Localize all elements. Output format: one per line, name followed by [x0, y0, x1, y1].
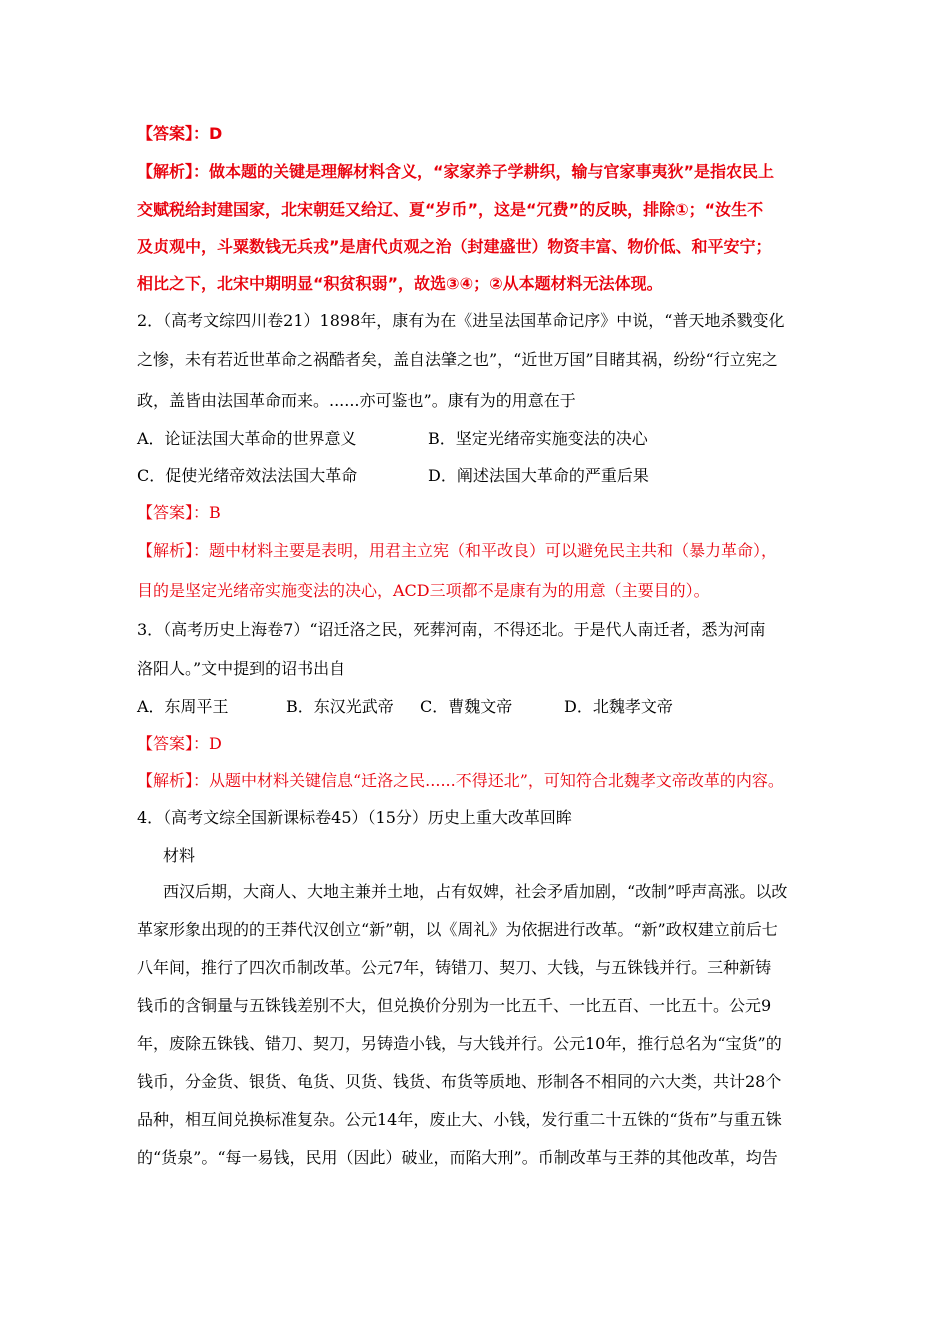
q2-stem-line-3: 政，盖皆由法国革命而来。......亦可鉴也”。康有为的用意在于	[137, 391, 576, 410]
q4-material-line-7: 品种，相互间兑换标准复杂。公元14年，废止大、小钱，发行重二十五铢的“货布”与重五铢	[137, 1110, 782, 1129]
q4-material-line-2: 革家形象出现的的王莽代汉创立“新”朝，以《周礼》为依据进行改革。“新”政权建立前后七	[137, 920, 778, 939]
q3-option-b: B．东汉光武帝	[286, 697, 394, 716]
q1-analysis-line-1: 【解析】：做本题的关键是理解材料含义，“家家养子学耕织，输与官家事夷狄”是指农民上	[137, 162, 775, 181]
q4-stem: 4．（高考文综全国新课标卷45）（15分）历史上重大改革回眸	[137, 808, 572, 827]
q4-material-line-4: 钱币的含铜量与五铢钱差别不大，但兑换价分别为一比五千、一比五百、一比五十。公元9	[137, 996, 772, 1015]
q4-material-line-1: 西汉后期，大商人、大地主兼并土地，占有奴婢，社会矛盾加剧，“改制”呼声高涨。以改	[163, 882, 788, 901]
q3-option-d: D．北魏孝文帝	[564, 697, 673, 716]
q4-material-line-6: 钱币，分金货、银货、龟货、贝货、钱货、布货等质地、形制各不相同的六大类，共计28个	[137, 1072, 782, 1091]
q3-answer: 【答案】：D	[137, 734, 222, 753]
q2-option-b: B．坚定光绪帝实施变法的决心	[428, 429, 648, 448]
q2-analysis-line-1: 【解析】：题中材料主要是表明，用君主立宪（和平改良）可以避免民主共和（暴力革命），	[137, 541, 778, 560]
q1-analysis-line-3: 及贞观中，斗粟数钱无兵戎”是唐代贞观之治（封建盛世）物资丰富、物价低、和平安宁；	[137, 237, 772, 256]
q2-stem-line-2: 之惨，未有若近世革命之祸酷者矣，盖自法肇之也”，“近世万国”目睹其祸，纷纷“行立宪之	[137, 350, 778, 369]
q4-material-line-8: 的“货泉”。“每一易钱，民用（因此）破业，而陷大刑”。币制改革与王莽的其他改革，均告	[137, 1148, 778, 1167]
q3-option-a: A．东周平王	[137, 697, 229, 716]
q4-material-line-3: 八年间，推行了四次币制改革。公元7年，铸错刀、契刀、大钱，与五铢钱并行。三种新铸	[137, 958, 772, 977]
q2-option-a: A．论证法国大革命的世界意义	[137, 429, 357, 448]
q1-answer: 【答案】：D	[137, 124, 223, 143]
q2-option-d: D．阐述法国大革命的严重后果	[428, 466, 649, 485]
q3-stem-line-2: 洛阳人。”文中提到的诏书出自	[137, 659, 346, 678]
q3-stem-line-1: 3．（高考历史上海卷7）“诏迁洛之民，死葬河南，不得还北。于是代人南迁者，悉为河南	[137, 620, 766, 639]
q4-material-line-5: 年，废除五铢钱、错刀、契刀，另铸造小钱，与大钱并行。公元10年，推行总名为“宝货”的	[137, 1034, 782, 1053]
q3-option-c: C．曹魏文帝	[420, 697, 513, 716]
q2-answer: 【答案】：B	[137, 503, 221, 522]
q2-stem-line-1: 2．（高考文综四川卷21）1898年，康有为在《进呈法国革命记序》中说，“普天地杀戮变化	[137, 311, 785, 330]
q2-analysis-line-2: 目的是坚定光绪帝实施变法的决心，ACD三项都不是康有为的用意（主要目的）。	[137, 581, 710, 600]
q4-material-label: 材料	[163, 846, 196, 865]
q1-analysis-line-2: 交赋税给封建国家，北宋朝廷又给辽、夏“岁币”，这是“冗费”的反映，排除①；“汝生不	[137, 200, 764, 219]
q2-option-c: C．促使光绪帝效法法国大革命	[137, 466, 358, 485]
q1-analysis-line-4: 相比之下，北宋中期明显“积贫积弱”，故选③④；②从本题材料无法体现。	[137, 274, 663, 293]
q3-analysis: 【解析】：从题中材料关键信息“迁洛之民......不得还北”，可知符合北魏孝文帝改革的内容。	[137, 771, 784, 790]
